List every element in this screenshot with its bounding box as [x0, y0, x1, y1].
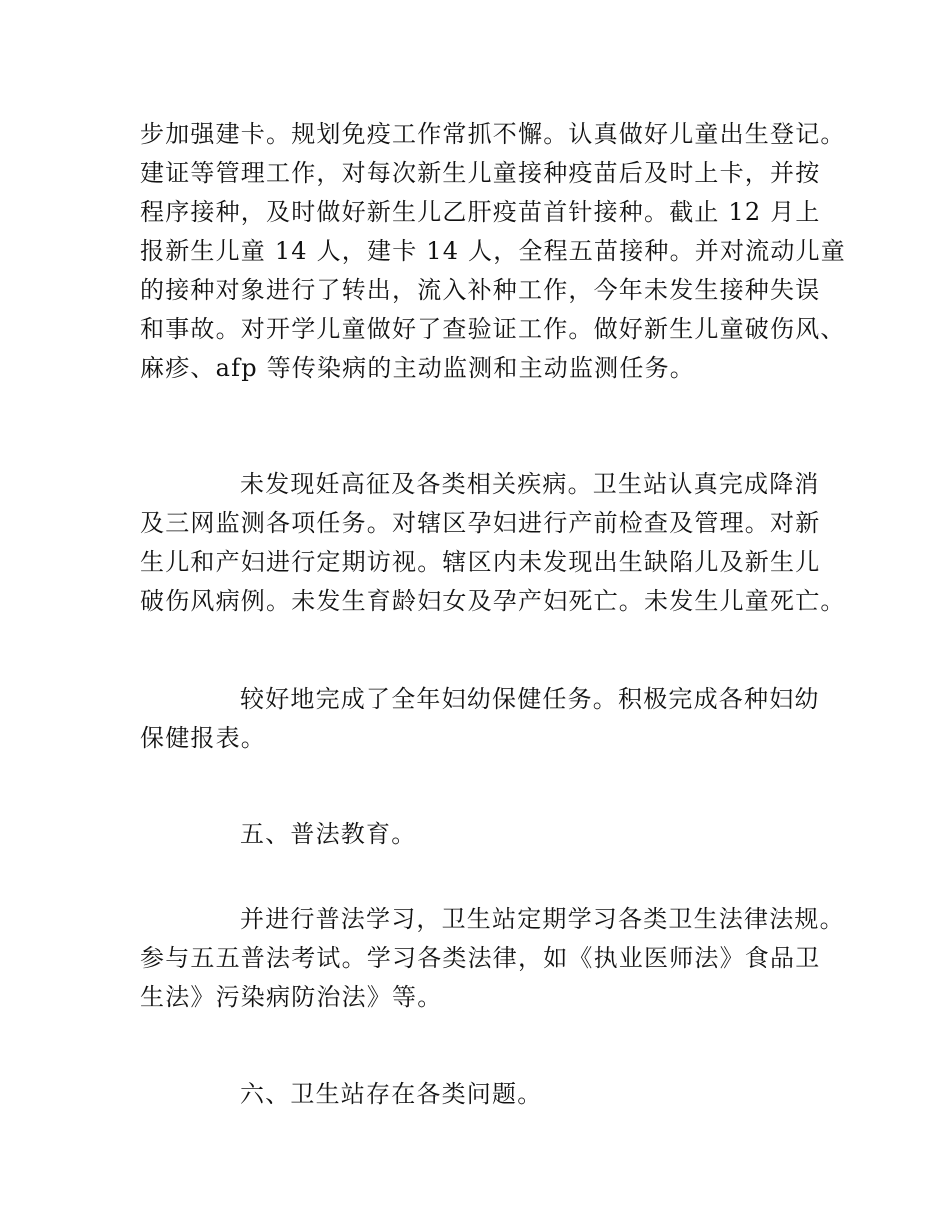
paragraph-law-education: [140, 900, 845, 1017]
text-line: 较好地完成了全年妇幼保健任务。积极完成各种妇幼: [240, 685, 820, 713]
text-line: 程序接种，及时做好新生儿乙肝疫苗首针接种。截止 12 月上: [140, 198, 821, 226]
text-line: 及三网监测各项任务。对辖区孕妇进行产前检查及管理。对新: [140, 509, 821, 537]
text-line: 生法》污染病防治法》等。: [140, 983, 443, 1011]
text-line: 参与五五普法考试。学习各类法律，如《执业医师法》食品卫: [140, 944, 821, 972]
text-line: 并进行普法学习，卫生站定期学习各类卫生法律法规。: [240, 905, 845, 933]
heading-text: 六、卫生站存在各类问题。: [240, 1080, 543, 1108]
section-heading-five: [140, 815, 830, 854]
text-line: 和事故。对开学儿童做好了查验证工作。做好新生儿童破伤风、: [140, 315, 846, 343]
text-line: 步加强建卡。规划免疫工作常抓不懈。认真做好儿童出生登记。: [140, 120, 846, 148]
text-line: 建证等管理工作，对每次新生儿童接种疫苗后及时上卡，并按: [140, 159, 821, 187]
paragraph-maternal: [140, 465, 846, 621]
paragraph-immunization: [140, 115, 846, 388]
text-line: 报新生儿童 14 人，建卡 14 人，全程五苗接种。并对流动儿童: [140, 237, 846, 265]
paragraph-health-care: [140, 680, 830, 758]
text-line: 破伤风病例。未发生育龄妇女及孕产妇死亡。未发生儿童死亡。: [140, 587, 846, 615]
text-line: 未发现妊高征及各类相关疾病。卫生站认真完成降消: [240, 470, 820, 498]
section-heading-six: [140, 1075, 830, 1114]
text-line: 的接种对象进行了转出，流入补种工作，今年未发生接种失误: [140, 276, 821, 304]
heading-text: 五、普法教育。: [240, 820, 417, 848]
text-line: 麻疹、afp 等传染病的主动监测和主动监测任务。: [140, 354, 695, 382]
text-line: 生儿和产妇进行定期访视。辖区内未发现出生缺陷儿及新生儿: [140, 548, 821, 576]
text-line: 保健报表。: [140, 724, 266, 752]
